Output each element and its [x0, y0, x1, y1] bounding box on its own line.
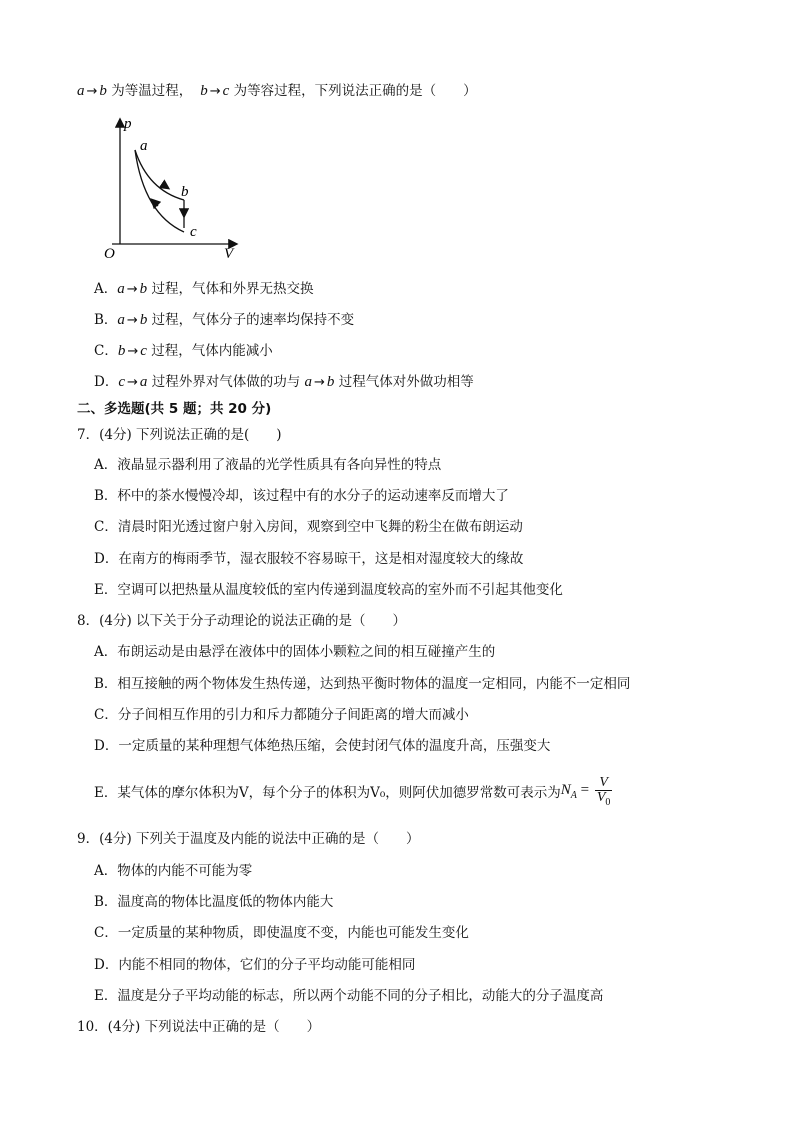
var-c: c	[222, 83, 230, 99]
arrow-right-icon: →	[209, 84, 221, 99]
question-10-stem: 10．(4分) 下列说法中正确的是（ ）	[77, 1019, 321, 1035]
q6-option-a: A．a → b 过程，气体和外界无热交换	[94, 281, 314, 297]
process-c-a	[135, 150, 184, 232]
var-b: b	[99, 83, 107, 99]
question-9-stem: 9．(4分) 下列关于温度及内能的说法中正确的是（ ）	[77, 831, 420, 847]
q8-option-e: E．某气体的摩尔体积为V，每个分子的体积为V₀，则阿伏加德罗常数可表示为$N_A$ = $\frac{V}{V_0}$	[94, 775, 611, 808]
q6-option-d: D．c → a 过程外界对气体做的功与 a → b 过程气体对外做功相等	[94, 374, 474, 390]
section-heading: 二、多选题(共 5 题；共 20 分)	[77, 401, 272, 417]
point-label-a: a	[140, 138, 148, 154]
axis-label-p: p	[124, 116, 132, 132]
isotherm-a-b	[135, 150, 184, 200]
q6-option-c: C．b → c 过程，气体内能减小	[94, 343, 273, 359]
arrow-right-icon: →	[86, 84, 98, 99]
formula-fraction: $\frac{V}{V_0}$	[596, 775, 611, 808]
point-label-c: c	[190, 224, 197, 240]
stem-text-1: 为等温过程，	[106, 83, 193, 99]
arrow-right-icon: →	[314, 375, 325, 390]
axis-label-v: V	[224, 246, 234, 262]
formula-lhs: $N_A$ =	[560, 781, 593, 801]
q8-option-d: D．一定质量的某种理想气体绝热压缩，会使封闭气体的温度升高，压强变大	[94, 738, 551, 754]
arrow-right-icon: →	[126, 282, 138, 297]
q8-option-c: C．分子间相互作用的引力和斥力都随分子间距离的增大而减小	[94, 707, 469, 723]
q6-option-b: B．a → b 过程，气体分子的速率均保持不变	[94, 312, 355, 328]
q7-option-b: B．杯中的茶水慢慢冷却，该过程中有的水分子的运动速率反而增大了	[94, 488, 509, 504]
q9-option-c: C．一定质量的某种物质，即使温度不变，内能也可能发生变化	[94, 925, 469, 941]
arrow-a-b	[162, 184, 168, 188]
var-b2: b	[200, 83, 208, 99]
q7-option-c: C．清晨时阳光透过窗户射入房间，观察到空中飞舞的粉尘在做布朗运动	[94, 519, 523, 535]
var-a: a	[77, 83, 85, 99]
q8-option-b: B．相互接触的两个物体发生热传递，达到热平衡时物体的温度一定相同，内能不一定相同	[94, 676, 631, 692]
arrow-right-icon: →	[127, 375, 138, 390]
q8-option-a: A．布朗运动是由悬浮在液体中的固体小颗粒之间的相互碰撞产生的	[94, 644, 496, 660]
q9-option-b: B．温度高的物体比温度低的物体内能大	[94, 894, 334, 910]
question-8-stem: 8．(4分) 以下关于分子动理论的说法正确的是（ ）	[77, 613, 407, 629]
origin-label: O	[104, 246, 115, 262]
question-6-stem	[77, 82, 477, 101]
pv-diagram	[98, 112, 243, 262]
point-label-b: b	[181, 184, 189, 200]
q9-option-a: A．物体的内能不可能为零	[94, 863, 253, 879]
question-7-stem: 7．(4分) 下列说法正确的是( )	[77, 427, 282, 443]
q7-option-e: E．空调可以把热量从温度较低的室内传递到温度较高的室外而不引起其他变化	[94, 582, 563, 598]
arrow-right-icon: →	[126, 313, 138, 328]
q7-option-d: D．在南方的梅雨季节，湿衣服较不容易晾干，这是相对湿度较大的缘故	[94, 551, 524, 567]
q9-option-e: E．温度是分子平均动能的标志，所以两个动能不同的分子相比，动能大的分子温度高	[94, 988, 604, 1004]
arrow-right-icon: →	[127, 344, 139, 359]
q7-option-a: A．液晶显示器利用了液晶的光学性质具有各向异性的特点	[94, 457, 442, 473]
q9-option-d: D．内能不相同的物体，它们的分子平均动能可能相同	[94, 957, 416, 973]
stem-text-2: 为等容过程，下列说法正确的是（ ）	[229, 83, 477, 99]
